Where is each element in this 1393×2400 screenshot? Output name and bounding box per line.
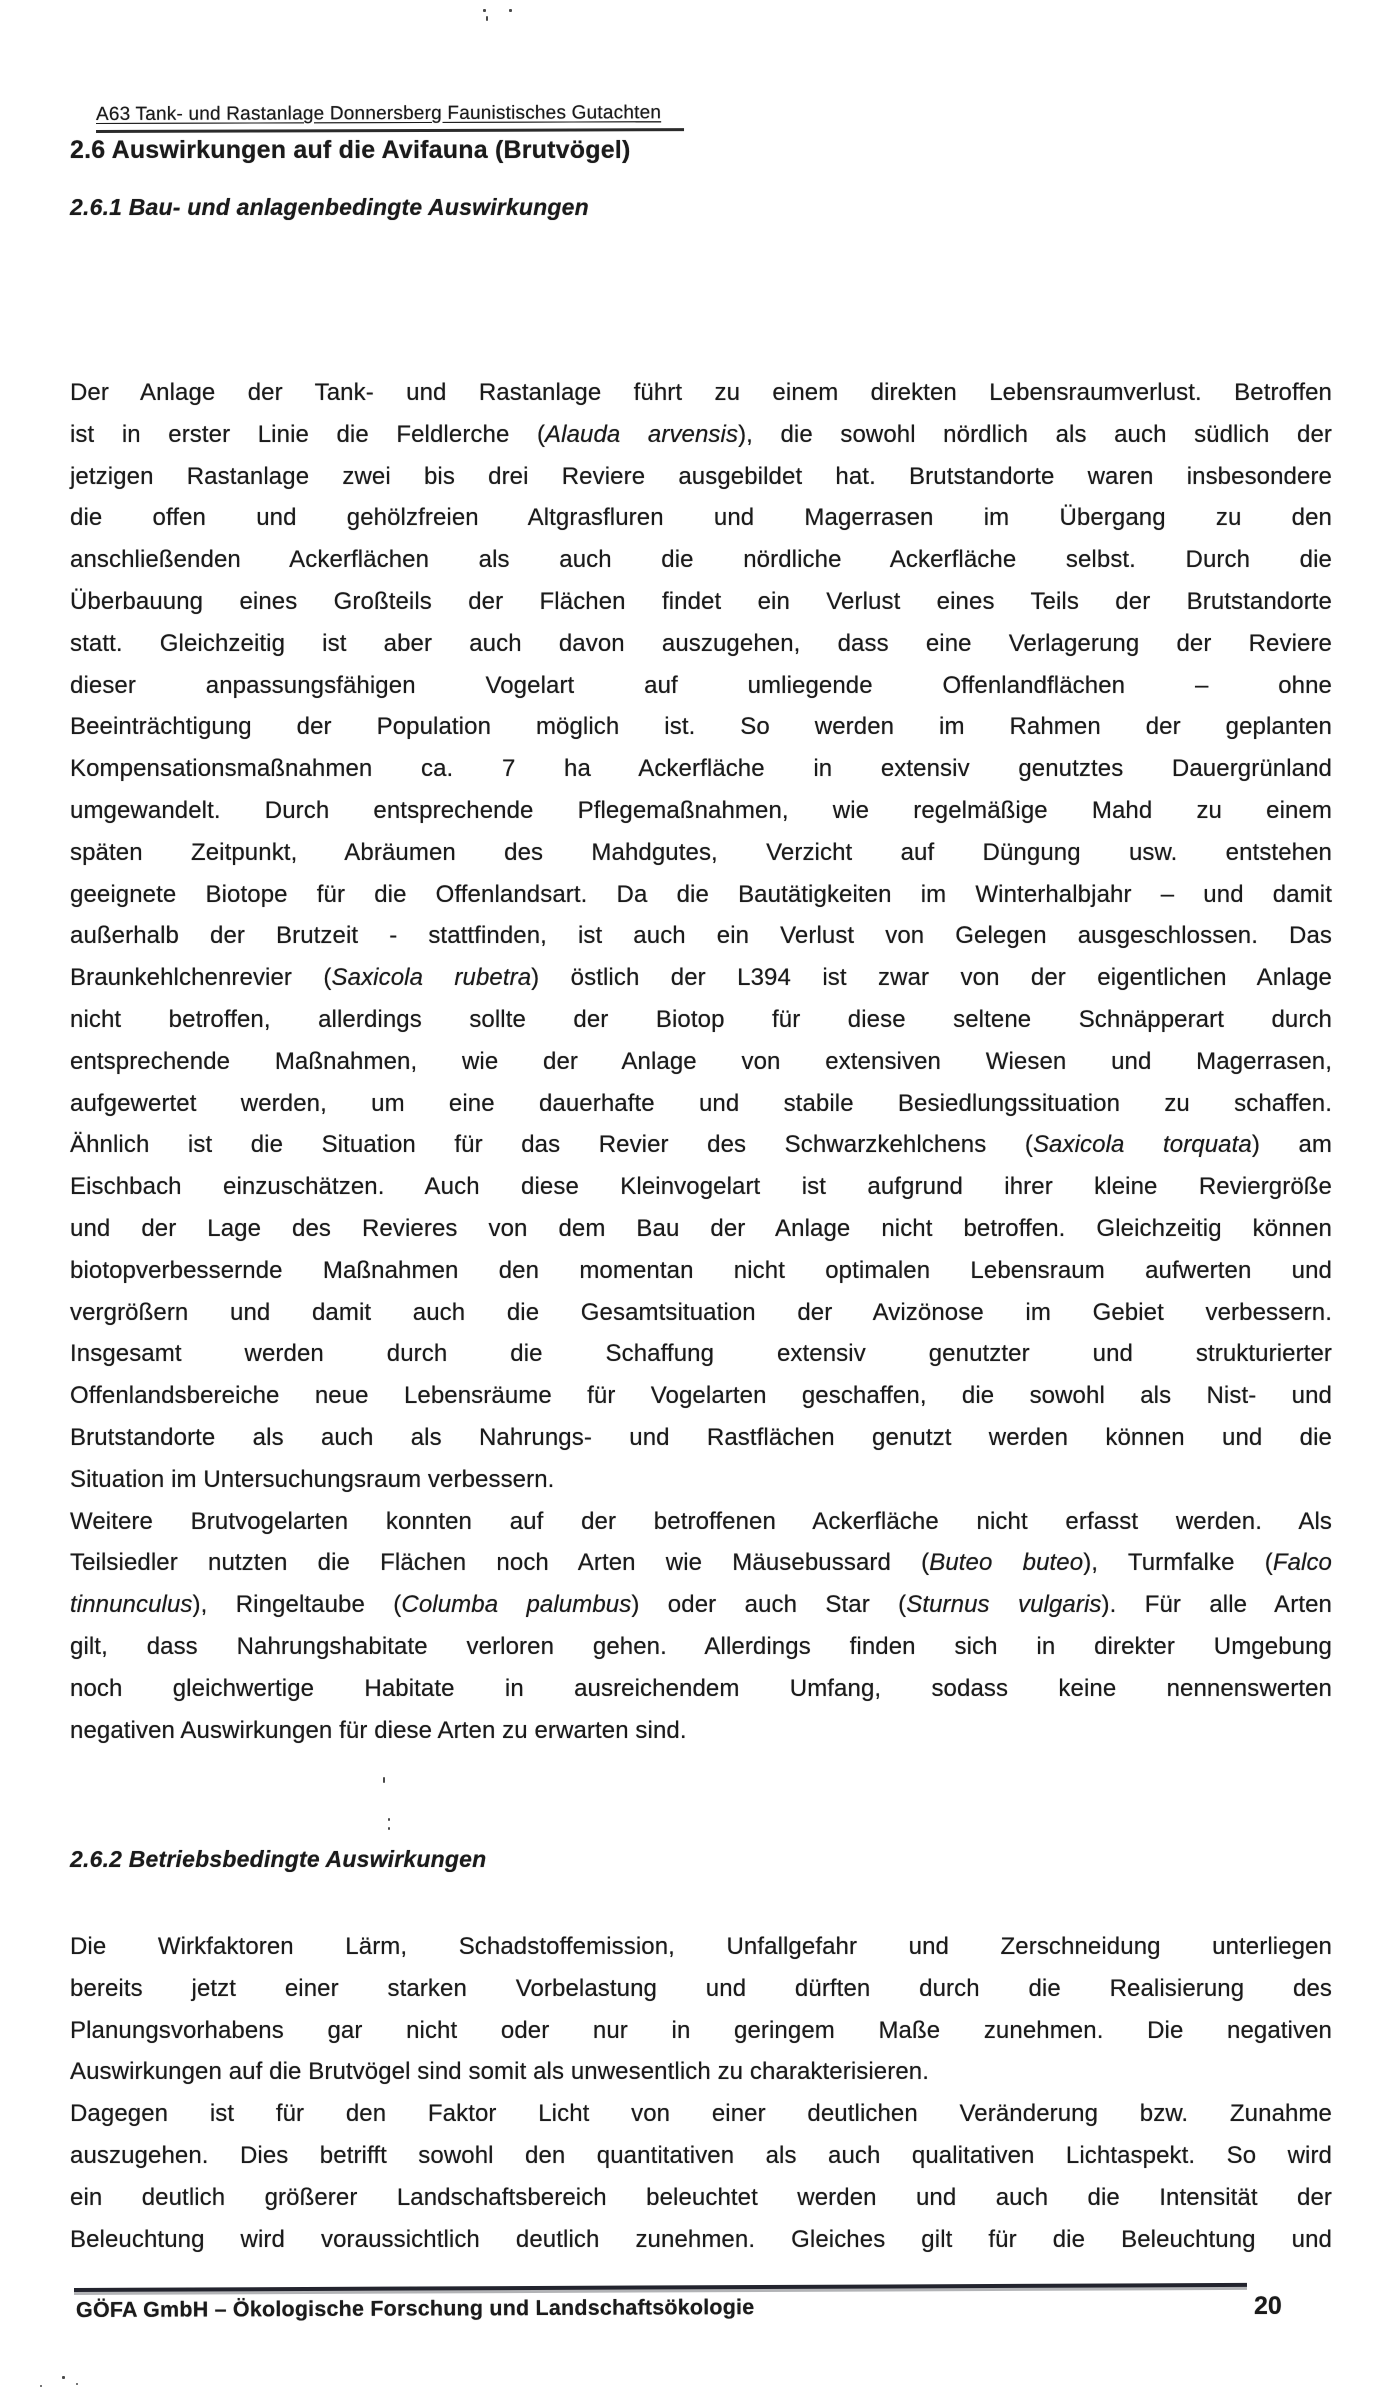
text-line: Der Anlage der Tank- und Rastanlage führt zu einem direkten Lebensraumverlust. Betroffen: [70, 379, 1332, 406]
text-line: anschließenden Ackerflächen als auch die nördliche Ackerfläche selbst. Durch die: [70, 546, 1332, 574]
text-line: tinnunculus), Ringeltaube (Columba palumbus) oder auch Star (Sturnus vulgaris). Für alle Arten: [70, 1591, 1333, 1619]
footer-company: GÖFA GmbH – Ökologische Forschung und Landschaftsökologie: [75, 2295, 755, 2322]
text-line: negativen Auswirkungen für diese Arten zu erwarten sind.: [70, 1716, 687, 1744]
text-line: umgewandelt. Durch entsprechende Pflegemaßnahmen, wie regelmäßige Mahd zu einem: [70, 796, 1332, 824]
text-line: ist in erster Linie die Feldlerche (Alauda arvensis), die sowohl nördlich als auch südlich der: [70, 420, 1332, 448]
text-line: Dagegen ist für den Faktor Licht von einer deutlichen Veränderung bzw. Zunahme: [70, 2100, 1332, 2128]
scan-speck: [509, 9, 512, 12]
text-line: Situation im Untersuchungsraum verbessern.: [70, 1465, 555, 1493]
text-line: gilt, dass Nahrungshabitate verloren gehen. Allerdings finden sich in direkter Umgebung: [70, 1632, 1332, 1660]
text-line: Beleuchtung wird voraussichtlich deutlich zunehmen. Gleiches gilt für die Beleuchtung und: [70, 2225, 1332, 2253]
text-line: außerhalb der Brutzeit - stattfinden, ist auch ein Verlust von Gelegen ausgeschlossen. Das: [70, 922, 1332, 950]
text-line: aufgewertet werden, um eine dauerhafte und stabile Besiedlungssituation zu schaffen.: [70, 1089, 1332, 1117]
text-line: jetzigen Rastanlage zwei bis drei Reviere ausgebildet hat. Brutstandorte waren insbesondere: [70, 462, 1332, 490]
text-line: späten Zeitpunkt, Abräumen des Mahdgutes, Verzicht auf Düngung usw. entstehen: [70, 838, 1332, 866]
text-line: entsprechende Maßnahmen, wie der Anlage von extensiven Wiesen und Magerrasen,: [70, 1047, 1332, 1075]
text-line: geeignete Biotope für die Offenlandsart. Da die Bautätigkeiten im Winterhalbjahr – und damit: [70, 880, 1332, 908]
text-line: Teilsiedler nutzten die Flächen noch Arten wie Mäusebussard (Buteo buteo), Turmfalke (Falco: [70, 1549, 1332, 1577]
running-header: [96, 102, 684, 133]
scan-speck: [383, 1777, 385, 1783]
text-line: ein deutlich größerer Landschaftsbereich beleuchtet werden und auch die Intensität der: [70, 2183, 1332, 2211]
text-line: Weitere Brutvogelarten konnten auf der betroffenen Ackerfläche nicht erfasst werden. Als: [70, 1507, 1332, 1535]
scan-speck: [62, 2376, 65, 2379]
scan-speck: [483, 9, 486, 12]
scan-speck: [486, 16, 488, 21]
text-line: Brutstandorte als auch als Nahrungs- und Rastflächen genutzt werden können und die: [70, 1423, 1332, 1451]
text-line: Planungsvorhabens gar nicht oder nur in geringem Maße zunehmen. Die negativen: [70, 2016, 1332, 2044]
text-line: Überbauung eines Großteils der Flächen findet ein Verlust eines Teils der Brutstandorte: [70, 587, 1332, 615]
text-line: Braunkehlchenrevier (Saxicola rubetra) östlich der L394 ist zwar von der eigentlichen Anlage: [70, 964, 1332, 992]
page-number: 20: [1254, 2292, 1282, 2320]
text-line: dieser anpassungsfähigen Vogelart auf umliegende Offenlandflächen – ohne: [70, 671, 1332, 699]
scan-speck: [388, 1818, 390, 1821]
text-line: Eischbach einzuschätzen. Auch diese Kleinvogelart ist aufgrund ihrer kleine Reviergröße: [70, 1173, 1332, 1201]
section-2-6-2-paragraph: [70, 1926, 1332, 2260]
text-line: die offen und gehölzfreien Altgrasfluren und Magerrasen im Übergang zu den: [70, 504, 1332, 532]
section-2-6-heading: 2.6 Auswirkungen auf die Avifauna (Brutvögel): [70, 136, 631, 164]
section-2-6-1-paragraph: [70, 372, 1332, 1751]
text-line: auszugehen. Dies betrifft sowohl den quantitativen als auch qualitativen Lichtaspekt. So wird: [70, 2141, 1332, 2169]
scan-speck: [388, 1827, 390, 1830]
text-line: Die Wirkfaktoren Lärm, Schadstoffemission, Unfallgefahr und Zerschneidung unterliegen: [70, 1933, 1332, 1960]
text-line: nicht betroffen, allerdings sollte der Biotop für diese seltene Schnäpperart durch: [70, 1005, 1332, 1033]
running-header-text: A63 Tank- und Rastanlage Donnersberg Faunistisches Gutachten: [95, 102, 662, 125]
text-line: Ähnlich ist die Situation für das Revier des Schwarzkehlchens (Saxicola torquata) am: [70, 1131, 1332, 1159]
text-line: noch gleichwertige Habitate in ausreichendem Umfang, sodass keine nennenswerten: [70, 1674, 1332, 1702]
footer-rule: [74, 2283, 1247, 2292]
section-2-6-2-heading: 2.6.2 Betriebsbedingte Auswirkungen: [70, 1846, 487, 1872]
text-line: Kompensationsmaßnahmen ca. 7 ha Ackerfläche in extensiv genutztes Dauergrünland: [70, 755, 1332, 783]
text-line: Auswirkungen auf die Brutvögel sind somit als unwesentlich zu charakterisieren.: [70, 2058, 929, 2086]
text-line: statt. Gleichzeitig ist aber auch davon auszugehen, dass eine Verlagerung der Reviere: [70, 629, 1332, 657]
scan-speck: [40, 2385, 42, 2387]
text-line: biotopverbessernde Maßnahmen den momentan nicht optimalen Lebensraum aufwerten und: [70, 1256, 1332, 1284]
scan-speck: [76, 2383, 78, 2385]
text-line: vergrößern und damit auch die Gesamtsituation der Avizönose im Gebiet verbessern.: [70, 1298, 1332, 1326]
text-line: Beeinträchtigung der Population möglich ist. So werden im Rahmen der geplanten: [70, 713, 1332, 741]
text-line: und der Lage des Revieres von dem Bau der Anlage nicht betroffen. Gleichzeitig können: [70, 1214, 1332, 1242]
text-line: Offenlandsbereiche neue Lebensräume für Vogelarten geschaffen, die sowohl als Nist- und: [70, 1382, 1332, 1410]
text-line: Insgesamt werden durch die Schaffung extensiv genutzter und strukturierter: [70, 1340, 1332, 1368]
text-line: bereits jetzt einer starken Vorbelastung und dürften durch die Realisierung des: [70, 1974, 1332, 2002]
section-2-6-1-heading: 2.6.1 Bau- und anlagenbedingte Auswirkungen: [70, 194, 589, 220]
